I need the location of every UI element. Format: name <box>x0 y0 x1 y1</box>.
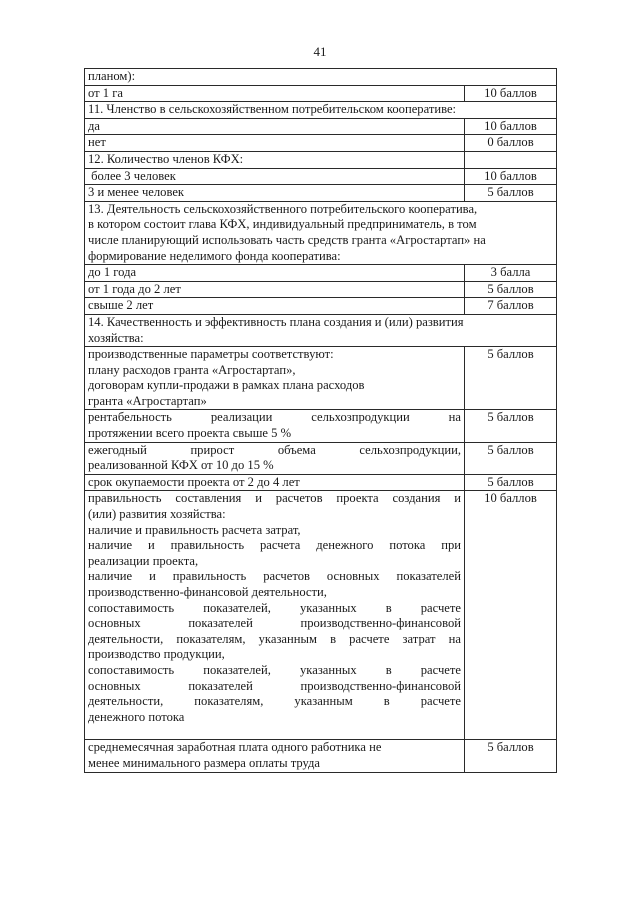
table-row <box>85 118 557 135</box>
text-line: реализованной КФХ от 10 до 15 % <box>88 458 274 473</box>
table-row <box>85 185 557 202</box>
criterion-cell: от 1 га <box>85 85 465 102</box>
text-line: производственные параметры соответствуют: <box>88 347 334 362</box>
score-cell: 5 баллов <box>465 474 557 491</box>
table-row <box>85 102 557 119</box>
criterion-cell: от 1 года до 2 лет <box>85 281 465 298</box>
score-cell: 5 баллов <box>465 347 557 410</box>
text-line: хозяйства: <box>88 330 144 345</box>
text-line: основных показателей производственно-финансовой <box>88 678 461 693</box>
score-cell: 3 балла <box>465 265 557 282</box>
text-line: основных показателей производственно-финансовой <box>88 616 461 631</box>
text-line: среднемесячная заработная плата одного работника не <box>88 740 382 755</box>
table-row <box>85 135 557 152</box>
text-line: сопоставимость показателей, указанных в расчете <box>88 600 461 615</box>
table-row <box>85 347 557 410</box>
section-heading-cell <box>85 314 557 346</box>
score-cell-empty <box>465 151 557 168</box>
table-row <box>85 410 557 442</box>
text-line: 14. Качественность и эффективность плана создания и (или) развития <box>88 314 464 329</box>
score-cell: 5 баллов <box>465 281 557 298</box>
score-cell: 10 баллов <box>465 85 557 102</box>
table-row <box>85 740 557 772</box>
criterion-cell: срок окупаемости проекта от 2 до 4 лет <box>85 474 465 491</box>
criterion-cell: свыше 2 лет <box>85 298 465 315</box>
text-line: договорам купли-продажи в рамках плана расходов <box>88 378 365 393</box>
text-line: сопоставимость показателей, указанных в расчете <box>88 662 461 677</box>
score-cell: 5 баллов <box>465 442 557 474</box>
text-line: деятельности, показателям, указанным в расчете <box>88 694 461 709</box>
text-line: протяжении всего проекта свыше 5 % <box>88 426 292 441</box>
table-row <box>85 442 557 474</box>
text-line: производственно-финансовой деятельности, <box>88 585 327 599</box>
text-line: в котором состоит глава КФХ, индивидуальный предприниматель, в том <box>88 217 477 232</box>
table-row <box>85 474 557 491</box>
text-line: формирование неделимого фонда кооператива: <box>88 248 341 263</box>
text-line: (или) развития хозяйства: <box>88 507 226 522</box>
text-line: реализации проекта, <box>88 553 199 568</box>
text-line: денежного потока <box>88 709 185 724</box>
text-line: рентабельность реализации сельхозпродукции на <box>88 410 461 425</box>
criterion-cell <box>85 410 465 442</box>
score-cell: 10 баллов <box>465 491 557 740</box>
text-line: 13. Деятельность сельскохозяйственного потребительского кооператива, <box>88 201 478 216</box>
table-row <box>85 265 557 282</box>
score-cell: 10 баллов <box>465 118 557 135</box>
table-row <box>85 69 557 86</box>
section-heading-cell <box>85 201 557 264</box>
criterion-cell: нет <box>85 135 465 152</box>
criterion-cell <box>85 347 465 410</box>
score-cell: 5 баллов <box>465 185 557 202</box>
text-line: наличие и правильность расчета денежного потока при <box>88 538 461 553</box>
table-row <box>85 491 557 740</box>
criterion-cell: 3 и менее человек <box>85 185 465 202</box>
text-line: наличие и правильность расчета затрат, <box>88 522 301 537</box>
text-line: менее минимального размера оплаты труда <box>88 755 321 770</box>
score-cell: 5 баллов <box>465 410 557 442</box>
score-cell: 0 баллов <box>465 135 557 152</box>
table-row <box>85 281 557 298</box>
score-cell: 5 баллов <box>465 740 557 772</box>
text-line: наличие и правильность расчетов основных показателей <box>88 569 461 584</box>
text-line: производство продукции, <box>88 647 225 662</box>
text-line: деятельности, показателям, указанным в расчете затрат на <box>88 631 461 646</box>
text-line: плану расходов гранта «Агростартап», <box>88 362 296 377</box>
score-cell: 10 баллов <box>465 168 557 185</box>
table-row <box>85 314 557 346</box>
table-row <box>85 151 557 168</box>
criterion-cell: планом): <box>85 69 557 86</box>
page-number: 41 <box>313 44 327 59</box>
criterion-cell: до 1 года <box>85 265 465 282</box>
criterion-cell: да <box>85 118 465 135</box>
table-row <box>85 85 557 102</box>
section-heading-cell: 12. Количество членов КФХ: <box>85 151 465 168</box>
section-heading-cell: 11. Членство в сельскохозяйственном потребительском кооперативе: <box>85 102 557 119</box>
criterion-cell <box>85 442 465 474</box>
table-row <box>85 298 557 315</box>
criterion-cell <box>85 491 465 740</box>
table-row <box>85 168 557 185</box>
text-line: гранта «Агростартап» <box>88 393 207 408</box>
text-line: правильность составления и расчетов проекта создания и <box>88 491 461 506</box>
criterion-cell: более 3 человек <box>85 168 465 185</box>
text-line: ежегодный прирост объема сельхозпродукции, <box>88 442 461 457</box>
table-row <box>85 201 557 264</box>
criteria-table <box>84 68 557 773</box>
score-cell: 7 баллов <box>465 298 557 315</box>
criterion-cell <box>85 740 465 772</box>
text-line: числе планирующий использовать часть средств гранта «Агростартап» на <box>88 232 486 247</box>
